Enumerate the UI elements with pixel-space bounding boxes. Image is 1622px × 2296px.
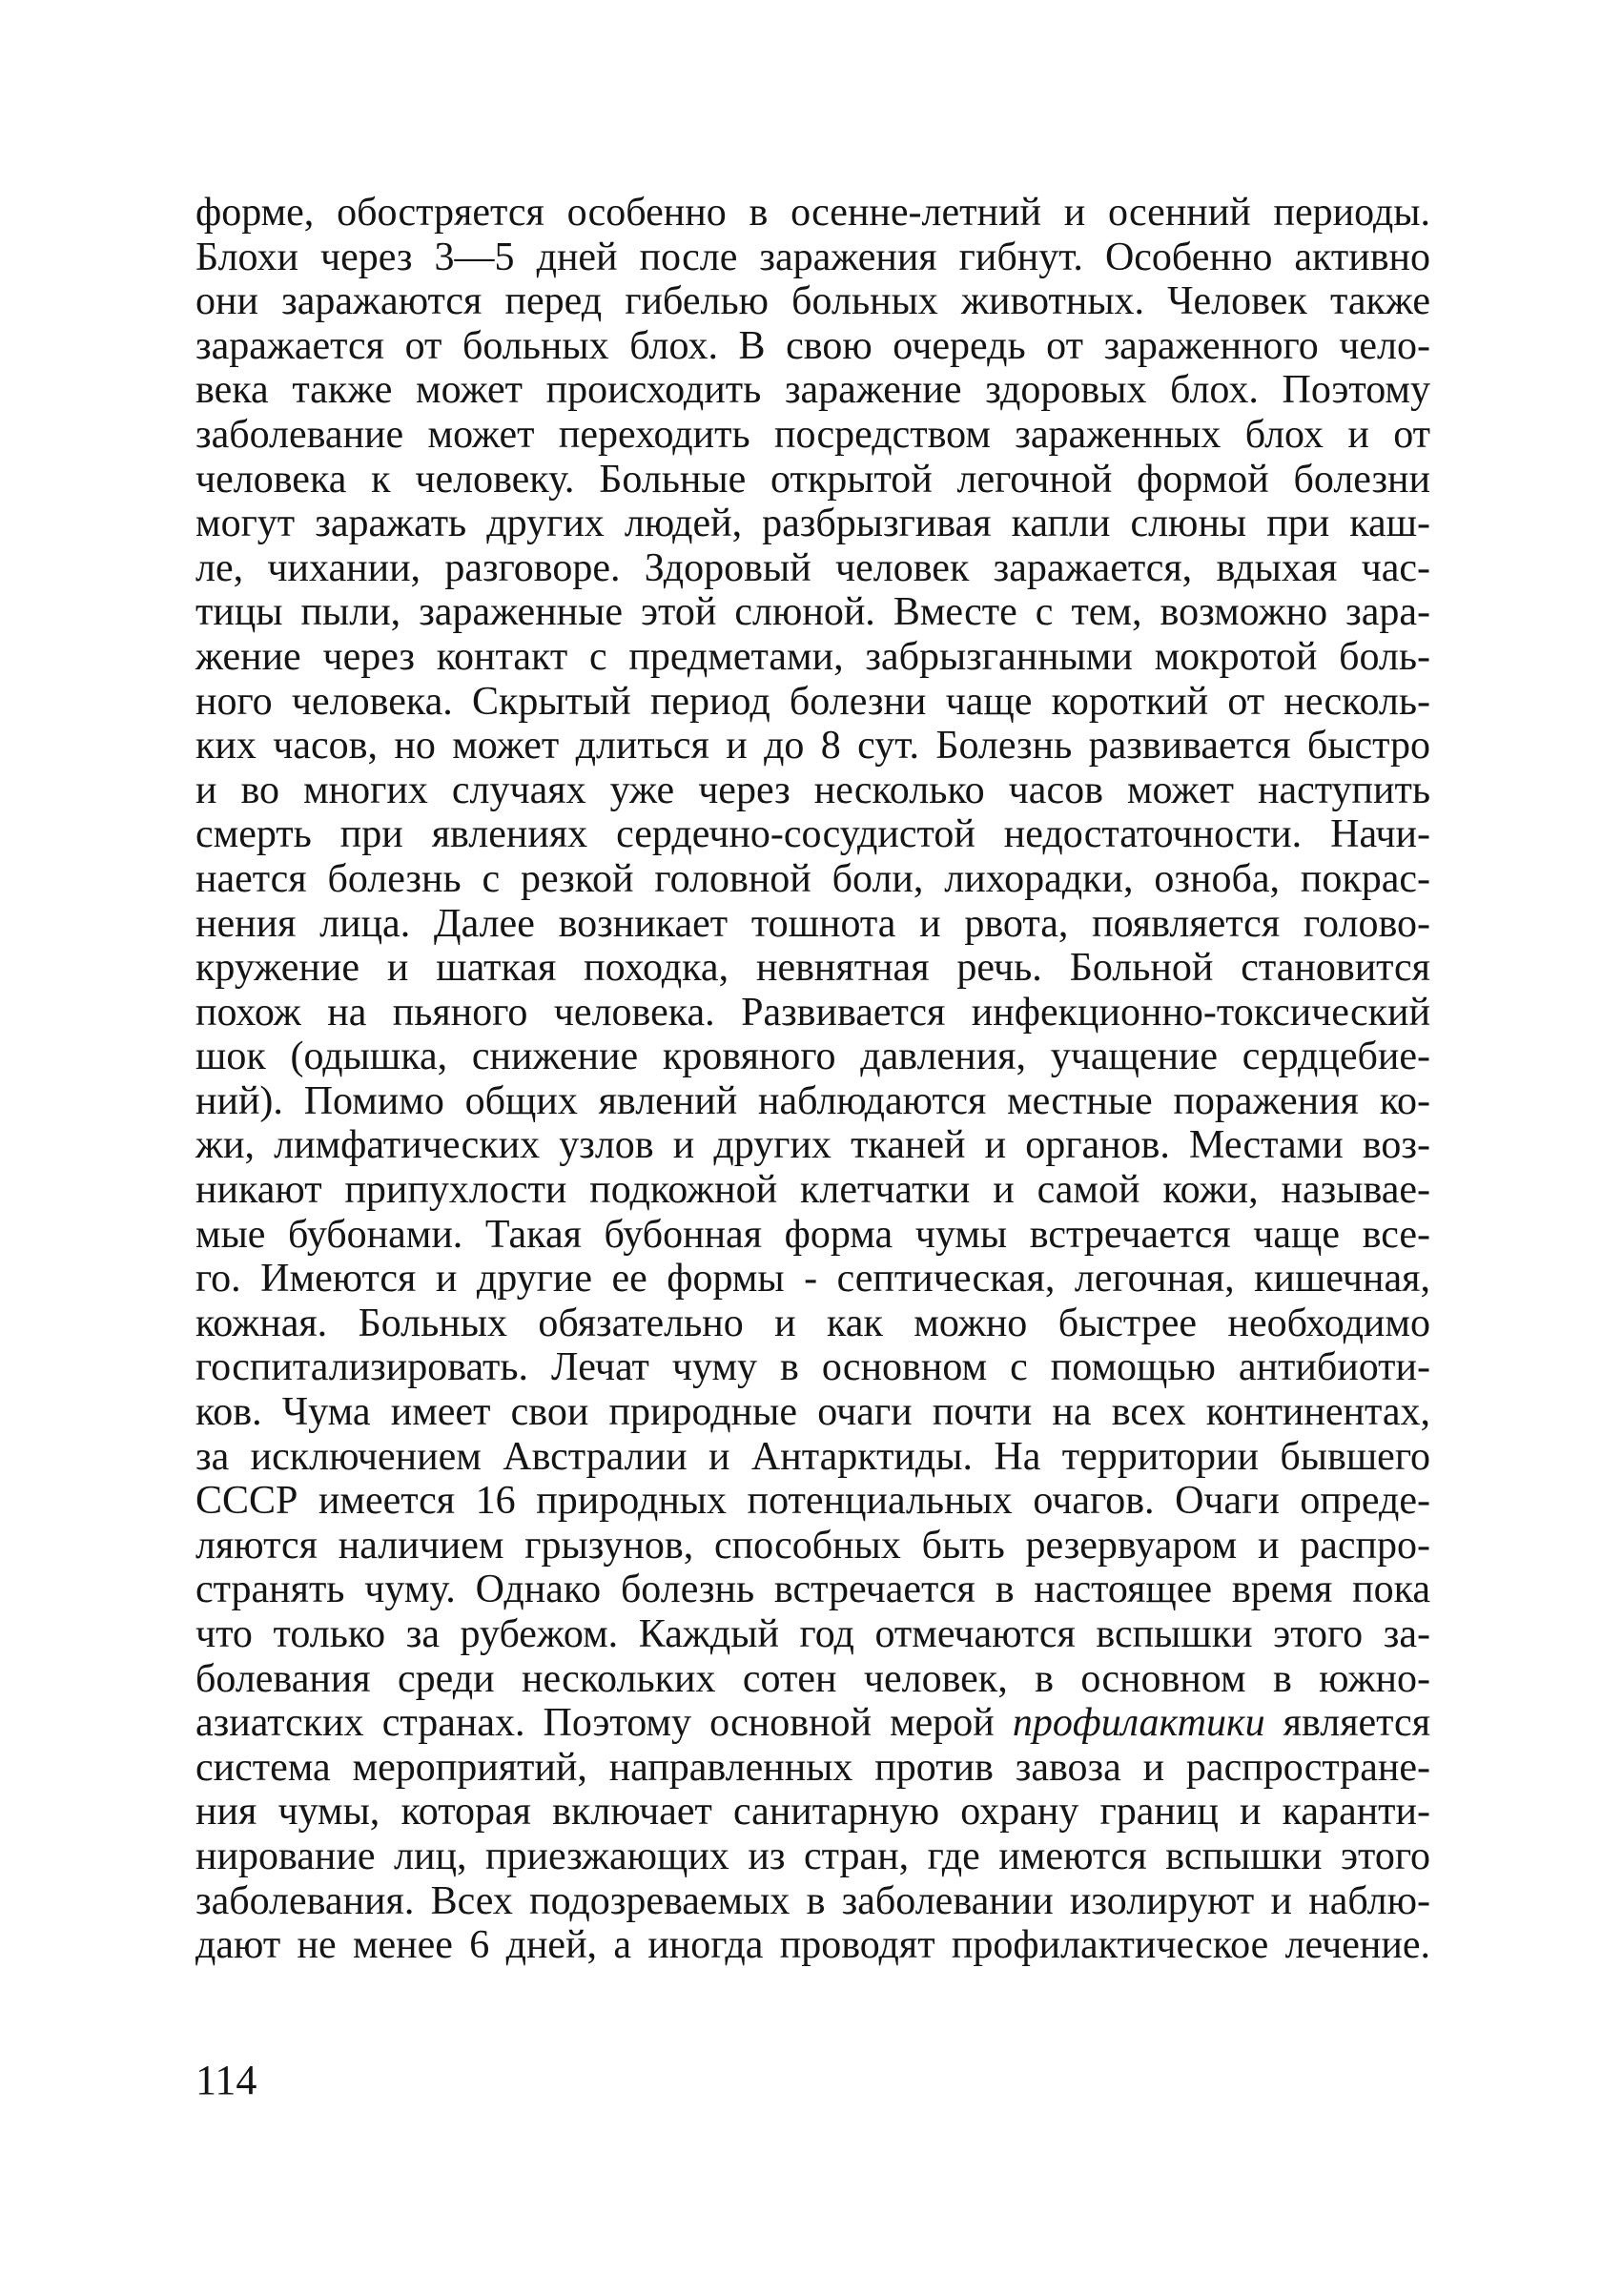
body-text: [195, 191, 1430, 1968]
text-line: века также может происходить заражение здоровых блох. Поэтому: [195, 368, 1430, 413]
text-line: система мероприятий, направленных против завоза и распростране-: [195, 1745, 1430, 1790]
text-line: тицы пыли, зараженные этой слюной. Вместе с тем, возможно зара-: [195, 590, 1430, 635]
text-segment: является: [1283, 1701, 1431, 1746]
text-line: они заражаются перед гибелью больных животных. Человек также: [195, 279, 1430, 324]
text-line-with-emphasis: [195, 1701, 1430, 1746]
text-line: мые бубонами. Такая бубонная форма чумы встречается чаще все-: [195, 1212, 1430, 1257]
text-line: ного человека. Скрытый период болезни чаще короткий от несколь-: [195, 679, 1430, 724]
text-line: нается болезнь с резкой головной боли, лихорадки, озноба, покрас-: [195, 856, 1430, 901]
text-line: СССР имеется 16 природных потенциальных очагов. Очаги опреде-: [195, 1479, 1430, 1524]
text-line: могут заражать других людей, разбрызгивая капли слюны при каш-: [195, 502, 1430, 546]
text-segment: азиатских странах. Поэтому основной мерой: [195, 1701, 995, 1746]
text-line: госпитализировать. Лечат чуму в основном с помощью антибиоти-: [195, 1345, 1430, 1390]
page-number: 114: [195, 2057, 257, 2103]
text-line: ляются наличием грызунов, способных быть резервуаром и распро-: [195, 1523, 1430, 1568]
text-line: заболевания. Всех подозреваемых в заболевании изолируют и наблю-: [195, 1878, 1430, 1923]
text-line: за исключением Австралии и Антарктиды. На территории бывшего: [195, 1434, 1430, 1479]
text-line: дают не менее 6 дней, а иногда проводят профилактическое лечение.: [195, 1923, 1430, 1968]
text-line: что только за рубежом. Каждый год отмечаются вспышки этого за-: [195, 1612, 1430, 1656]
text-line: заболевание может переходить посредством зараженных блох и от: [195, 412, 1430, 457]
text-line: ков. Чума имеет свои природные очаги почти на всех континентах,: [195, 1390, 1430, 1435]
text-line: заражается от больных блох. В свою очередь от зараженного чело-: [195, 323, 1430, 368]
text-line: жение через контакт с предметами, забрызганными мокротой боль-: [195, 634, 1430, 679]
text-line: болевания среди нескольких сотен человек, в основном в южно-: [195, 1656, 1430, 1701]
text-line: кожная. Больных обязательно и как можно быстрее необходимо: [195, 1301, 1430, 1345]
text-line: человека к человеку. Больные открытой легочной формой болезни: [195, 457, 1430, 502]
text-line: никают припухлости подкожной клетчатки и самой кожи, называе-: [195, 1168, 1430, 1213]
text-line: ния чумы, которая включает санитарную охрану границ и каранти-: [195, 1790, 1430, 1835]
text-line: похож на пьяного человека. Развивается инфекционно-токсический: [195, 990, 1430, 1035]
text-line: го. Имеются и другие ее формы - септическая, легочная, кишечная,: [195, 1257, 1430, 1302]
text-line: странять чуму. Однако болезнь встречается в настоящее время пока: [195, 1568, 1430, 1612]
text-line: ний). Помимо общих явлений наблюдаются местные поражения ко-: [195, 1078, 1430, 1123]
emphasized-term: профилактики: [1012, 1701, 1265, 1746]
text-line: нирование лиц, приезжающих из стран, где имеются вспышки этого: [195, 1834, 1430, 1878]
text-line: нения лица. Далее возникает тошнота и рвота, появляется голово-: [195, 901, 1430, 946]
text-line: шок (одышка, снижение кровяного давления, учащение сердцебие-: [195, 1035, 1430, 1079]
text-line: Блохи через 3—5 дней после заражения гибнут. Особенно активно: [195, 235, 1430, 279]
text-line: смерть при явлениях сердечно-сосудистой недостаточности. Начи-: [195, 812, 1430, 857]
text-line: ких часов, но может длиться и до 8 сут. Болезнь развивается быстро: [195, 724, 1430, 769]
text-line: форме, обостряется особенно в осенне-летний и осенний периоды.: [195, 191, 1430, 235]
text-line: и во многих случаях уже через несколько часов может наступить: [195, 768, 1430, 812]
text-line: жи, лимфатических узлов и других тканей и органов. Местами воз-: [195, 1123, 1430, 1168]
text-line: кружение и шаткая походка, невнятная речь. Больной становится: [195, 946, 1430, 991]
text-line: ле, чихании, разговоре. Здоровый человек заражается, вдыхая час-: [195, 545, 1430, 590]
